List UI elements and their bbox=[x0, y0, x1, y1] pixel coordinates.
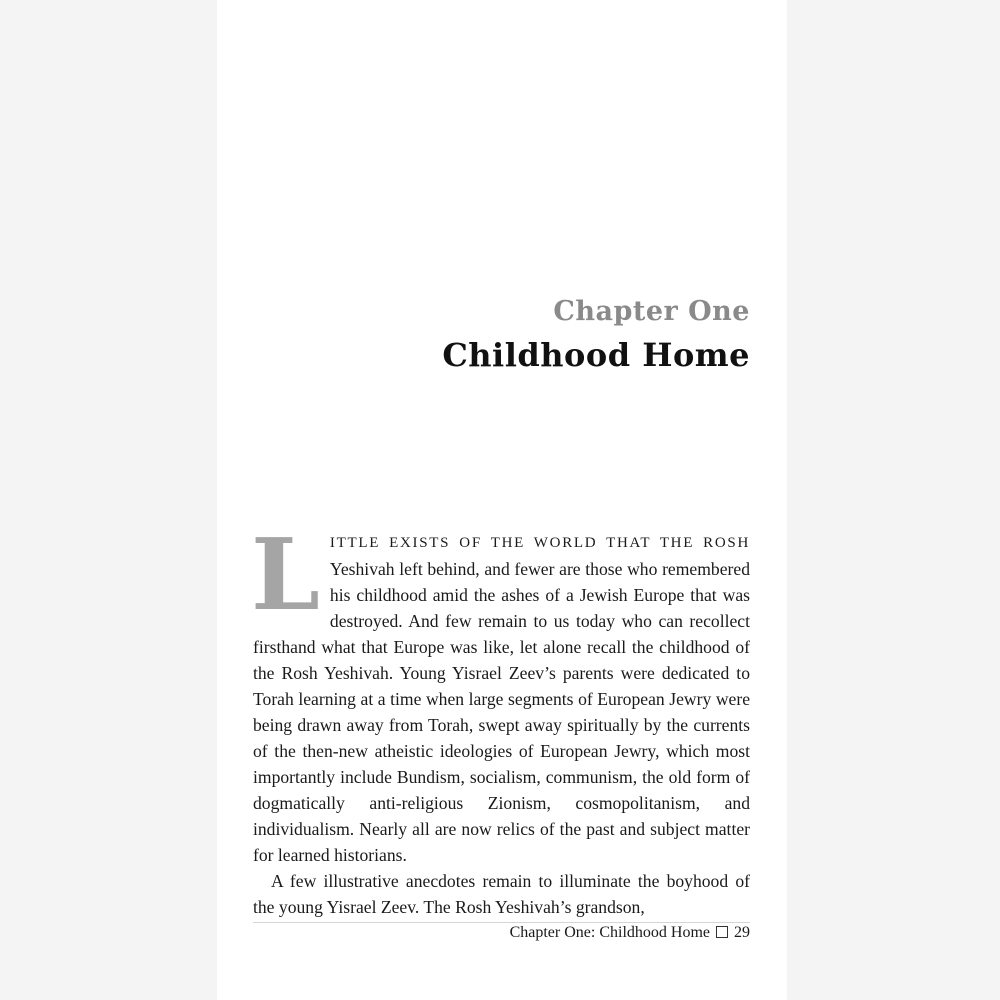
paragraph-1-text: Yeshivah left behind, and fewer are those who remembered his childhood amid the ashes of a Jewish Europe that was destroyed. And few remain to us today who can recollect firsthand what that Europe was like, let alone recall the childhood of the Rosh Yeshivah. Young Yisrael Zeev’s parents were dedicated to Torah learning at a time when large segments of European Jewry were being drawn away from Torah, swept away spiritually by the currents of the then-new atheistic ideologies of European Jewry, which most importantly include Bundism, socialism, communism, the old form of dogmatically anti-religious Zionism, cosmopolitanism, and individualism. Nearly all are now relics of the past and subject matter for learned historians. bbox=[253, 559, 750, 865]
paragraph-2: A few illustrative anecdotes remain to illuminate the boyhood of the young Yisrael Zeev. The Rosh Yeshivah’s grandson, bbox=[253, 871, 750, 917]
separator-box-icon bbox=[716, 926, 728, 938]
page-number: 29 bbox=[734, 924, 750, 941]
chapter-label: Chapter One bbox=[553, 296, 750, 327]
paragraph-1 bbox=[251, 518, 750, 868]
chapter-title: Childhood Home bbox=[442, 336, 750, 374]
footer bbox=[253, 920, 750, 946]
running-head: Chapter One: Childhood Home bbox=[509, 924, 710, 941]
drop-cap: L bbox=[251, 518, 320, 633]
lead-in-smallcaps: ITTLE EXISTS OF THE WORLD THAT THE ROSH bbox=[329, 535, 750, 551]
body-text bbox=[251, 518, 750, 920]
